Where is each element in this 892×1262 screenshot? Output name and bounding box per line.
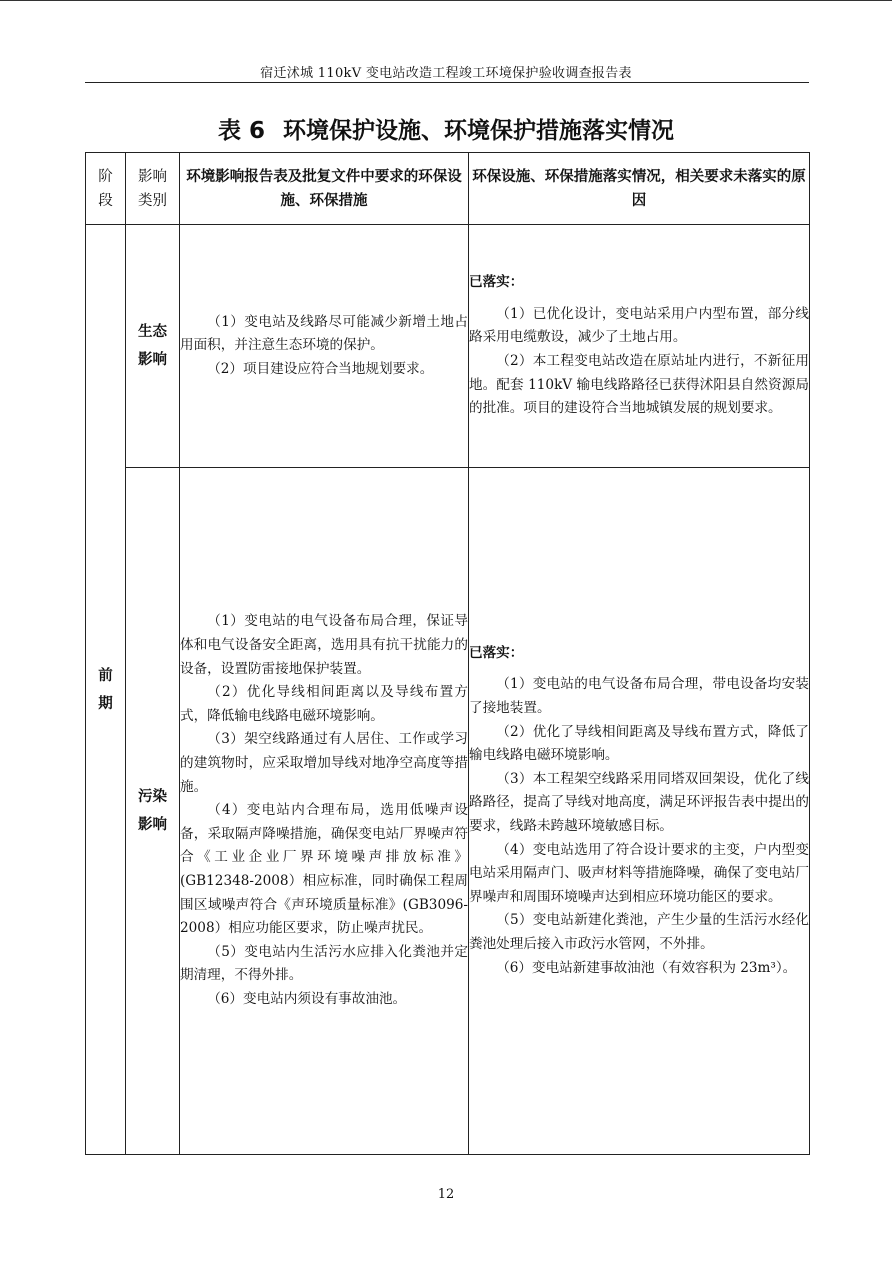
- page-top-border: [0, 0, 892, 1]
- header-impact-line: 类别: [138, 192, 167, 209]
- stage-label: 期: [98, 695, 113, 712]
- measures-table: [85, 152, 810, 1155]
- header-implementation-status: 环保设施、环保措施落实情况，相关要求未落实的原因: [469, 153, 810, 225]
- required-item: （2）项目建设应符合当地规划要求。: [207, 360, 434, 377]
- page-number: 12: [437, 1187, 455, 1202]
- category-label: 生态: [138, 324, 167, 340]
- required-item: （4）变电站内合理布局，选用低噪声设备，采取隔声降噪措施，确保变电站厂界噪声符合《工业企业厂界环境噪声排放标准》(GB12348-2008）相应标准，同时确保工程周围区域噪声符合《声环境质量标准》(GB3096-2008）相应功能区要求，防止噪声扰民。: [180, 802, 468, 937]
- stage-label: 前: [98, 667, 113, 684]
- implemented-item: （1）变电站的电气设备布局合理，带电设备均安装了接地装置。: [469, 676, 809, 717]
- stage-cell: [86, 225, 126, 1155]
- implemented-item: （5）变电站新建化粪池，产生少量的生活污水经化粪池处理后接入市政污水管网，不外排。: [469, 912, 809, 952]
- required-item: （5）变电站内生活污水应排入化粪池并定期清理，不得外排。: [180, 943, 468, 984]
- category-label: 影响: [138, 817, 167, 833]
- table-title-text: 环境保护设施、环境保护措施落实情况: [283, 118, 674, 144]
- implemented-item: （6）变电站新建事故油池（有效容积为 23m³）。: [496, 959, 797, 976]
- status-label: 已落实：: [469, 274, 524, 291]
- header-stage-line: 段: [98, 192, 113, 209]
- required-item: （1）变电站的电气设备布局合理，保证导体和电气设备安全距离，选用具有抗干扰能力的设备，设置防雷接地保护装置。: [180, 613, 468, 677]
- category-cell-pollution: [126, 468, 180, 1155]
- header-row: [86, 153, 810, 225]
- required-measures-cell: [180, 225, 469, 468]
- implemented-item: （2）本工程变电站改造在原站址内进行，不新征用地。配套 110kV 输电线路路径已获得沭阳县自然资源局的批准。项目的建设符合当地城镇发展的规划要求。: [469, 353, 809, 417]
- status-label: 已落实：: [469, 644, 524, 661]
- implemented-item: （2）优化了导线相间距离及导线布置方式，降低了输电线路电磁环境影响。: [469, 723, 809, 764]
- implemented-item: （4）变电站选用了符合设计要求的主变，户内型变电站采用隔声门、吸声材料等措施降噪，确保了变电站厂界噪声和周围环境噪声达到相应环境功能区的要求。: [469, 841, 809, 905]
- table-row: [86, 468, 810, 1155]
- required-measures-cell: [180, 468, 469, 1155]
- implemented-item: （3）本工程架空线路采用同塔双回架设，优化了线路路径，提高了导线对地高度，满足环评报告表中提出的要求，线路未跨越环境敏感目标。: [469, 770, 809, 834]
- required-item: （3）架空线路通过有人居住、工作或学习的建筑物时，应采取增加导线对地净空高度等措施。: [180, 731, 468, 795]
- required-item: （6）变电站内须设有事故油池。: [207, 990, 407, 1007]
- implementation-cell: [469, 225, 810, 468]
- header-required-measures: 环境影响报告表及批复文件中要求的环保设施、环保措施: [180, 153, 469, 225]
- header-rule: [85, 82, 809, 83]
- header-stage: [86, 153, 126, 225]
- category-label: 污染: [138, 789, 167, 805]
- category-label: 影响: [138, 352, 167, 368]
- table-row: [86, 225, 810, 468]
- category-cell-ecology: [126, 225, 180, 468]
- required-item: （1）变电站及线路尽可能减少新增土地占用面积，并注意生态环境的保护。: [180, 313, 468, 354]
- header-stage-line: 阶: [98, 168, 113, 185]
- header-impact-line: 影响: [138, 168, 167, 185]
- running-header: 宿迁沭城 110kV 变电站改造工程竣工环境保护验收调查报告表: [260, 66, 632, 81]
- table-title-number: 表 6: [217, 118, 265, 144]
- implementation-cell: [469, 468, 810, 1155]
- implemented-item: （1）已优化设计，变电站采用户内型布置，部分线路采用电缆敷设，减少了土地占用。: [469, 305, 809, 346]
- table-title: [0, 112, 892, 145]
- required-item: （2）优化导线相间距离以及导线布置方式，降低输电线路电磁环境影响。: [180, 684, 468, 724]
- header-impact-category: [126, 153, 180, 225]
